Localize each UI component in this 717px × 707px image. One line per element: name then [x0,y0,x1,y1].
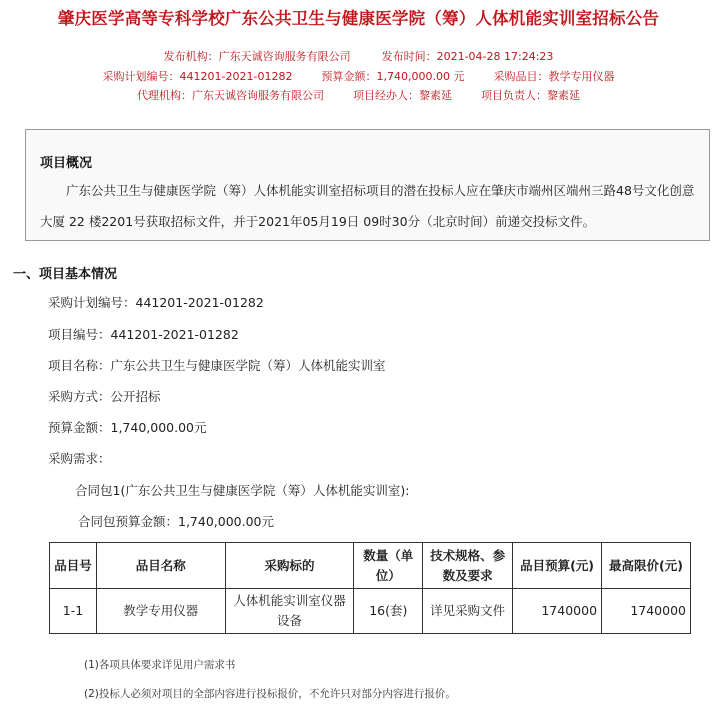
manager-value: 黎素延 [419,89,452,102]
meta-row-2 [0,68,717,84]
leader-value: 黎素延 [547,89,580,102]
plan-no-label: 采购计划编号： [102,70,180,83]
meta-row-3 [0,87,717,103]
plan-no-value: 441201-2021-01282 [179,70,293,83]
header-cell: 技术规格、参数及要求 [423,543,513,589]
section-heading: 一、项目基本情况 [13,267,118,282]
publisher-label: 发布机构： [163,50,219,63]
package-line: 合同包1(广东公共卫生与健康医学院（筹）人体机能实训室): [75,483,410,498]
table-row [50,589,691,634]
agency-value: 广东天诚咨询服务有限公司 [192,89,324,102]
publish-time-value: 2021-04-28 17:24:23 [436,50,554,63]
items-table [49,542,691,634]
demand-line: 采购需求： [48,451,111,466]
table-header-row [50,543,691,589]
note-2: (2)投标人必须对项目的全部内容进行投标报价，不允许只对部分内容进行报价。 [84,688,456,700]
header-cell: 最高限价(元) [602,543,691,589]
table-cell: 1740000 [602,589,691,634]
table-cell: 教学专用仪器 [96,589,225,634]
table-cell: 1740000 [513,589,602,634]
header-cell: 品目名称 [96,543,225,589]
budget-value: 1,740,000.00 元 [376,70,465,83]
overview-text: 广东公共卫生与健康医学院（筹）人体机能实训室招标项目的潜在投标人应在肇庆市端州区端州三路48号文化创意大厦 22 楼2201号获取招标文件，并于2021年05月19日 09时30分（北京时间）前递交投标文件。 [40,183,695,229]
header-cell: 数量（单位） [354,543,423,589]
header-cell: 品目预算(元) [513,543,602,589]
project-no-line: 项目编号：441201-2021-01282 [48,327,239,342]
header-cell: 品目号 [50,543,97,589]
project-name-line: 项目名称：广东公共卫生与健康医学院（筹）人体机能实训室 [48,358,386,373]
note-1: (1)各项具体要求详见用户需求书 [84,659,236,671]
plan-no-line: 采购计划编号：441201-2021-01282 [48,295,264,310]
method-line: 采购方式：公开招标 [48,389,161,404]
publisher-value: 广东天诚咨询服务有限公司 [218,50,351,63]
overview-heading: 项目概况 [40,156,93,171]
leader-label: 项目负责人： [481,89,547,102]
table-cell: 1-1 [50,589,97,634]
agency-label: 代理机构： [137,89,192,102]
table-cell: 详见采购文件 [423,589,513,634]
header-cell: 采购标的 [225,543,354,589]
package-budget-line: 合同包预算金额：1,740,000.00元 [78,514,274,529]
manager-label: 项目经办人： [353,89,419,102]
page-title: 肇庆医学高等专科学校广东公共卫生与健康医学院（筹）人体机能实训室招标公告 [57,9,660,28]
meta-row-1 [0,48,717,64]
overview-box [25,129,710,241]
budget-label: 预算金额： [321,70,377,83]
table-cell: 16(套) [354,589,423,634]
table-cell: 人体机能实训室仪器设备 [225,589,354,634]
category-value: 教学专用仪器 [548,70,615,83]
publish-time-label: 发布时间： [381,50,437,63]
budget-line: 预算金额：1,740,000.00元 [48,420,207,435]
category-label: 采购品目： [493,70,549,83]
